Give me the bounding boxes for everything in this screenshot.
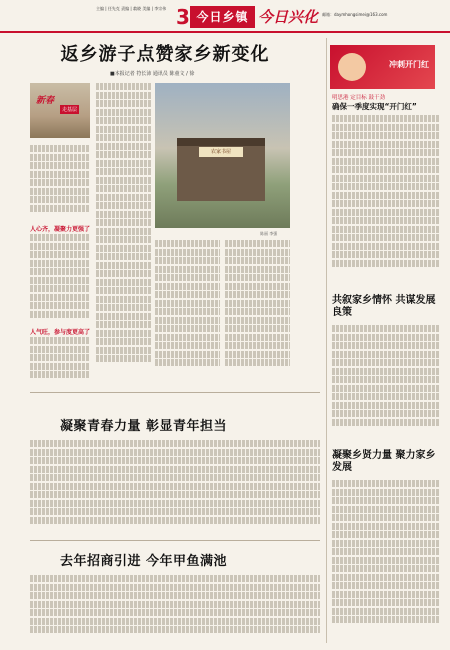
main-body-col2	[96, 83, 151, 388]
section-title: 今日乡镇	[190, 6, 255, 28]
photo-badge-sub: 走基层	[62, 107, 78, 113]
main-body-col1b	[30, 234, 90, 324]
divider-2	[30, 540, 320, 541]
editor-credits: 主编 | 任先克 责编 | 翁晓 美编 | 李宗伟	[96, 6, 167, 11]
newspaper-logo: 今日兴化	[258, 8, 319, 26]
banner-illustration	[338, 53, 366, 81]
main-body-col1c	[30, 337, 90, 387]
story2-body	[30, 440, 320, 535]
main-byline: ■本报记者 符长沛 通讯员 陈童文 / 徐	[110, 71, 195, 77]
header-divider	[0, 31, 450, 33]
main-subhead-2: 人气旺，参与度更高了	[30, 329, 91, 336]
divider-1	[30, 392, 320, 393]
banner-text: 冲刺开门红	[389, 60, 429, 69]
main-body-col3	[155, 240, 220, 385]
right-banner	[330, 45, 435, 89]
photo-badge: 新春	[36, 96, 55, 106]
story3-headline: 去年招商引进 今年甲鱼满池	[60, 554, 228, 569]
photo-sign: 农家书屋	[199, 147, 243, 157]
right-body-3	[332, 480, 440, 640]
right-body-1	[332, 115, 440, 285]
page-header	[0, 0, 450, 36]
story2-headline: 凝聚青春力量 彰显青年担当	[60, 419, 228, 434]
right-kicker: 明思港 定目标 鼓干劲	[332, 95, 385, 101]
right-headline: 确保一季度实现“开门红”	[332, 102, 417, 111]
right-body-2	[332, 325, 440, 440]
column-divider	[326, 38, 327, 643]
main-body-col4	[225, 240, 290, 385]
contact-email: 邮箱：daymhongsimei@163.com	[322, 12, 388, 17]
main-subhead-1: 人心齐，凝聚力更强了	[30, 226, 91, 233]
main-body-col1	[30, 145, 90, 220]
main-headline: 返乡游子点赞家乡新变化	[60, 44, 270, 65]
page-number: 3	[176, 5, 190, 29]
feature-photo-left	[30, 83, 90, 138]
feature-photo-center	[155, 83, 290, 228]
story3-body	[30, 575, 320, 645]
right-headline-3: 凝聚乡贤力量 聚力家乡发展	[332, 450, 436, 473]
photo-caption: 陈丽 李强	[260, 231, 278, 236]
right-headline-2: 共叙家乡情怀 共谋发展良策	[332, 295, 436, 318]
